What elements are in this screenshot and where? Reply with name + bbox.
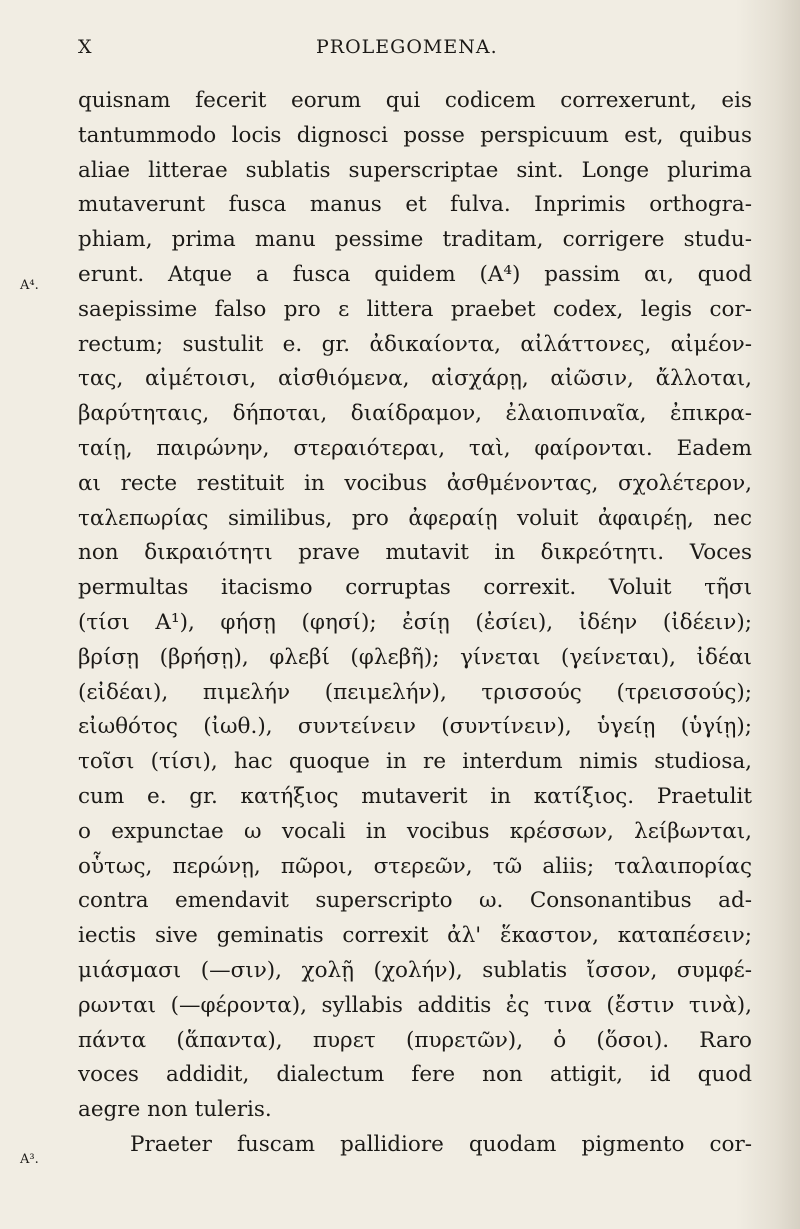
text-line: aliae litterae sublatis superscriptae sint. Longe plurima	[78, 157, 752, 183]
text-line: τοῖσι (τίσι), hac quoque in re interdum nimis studiosa,	[78, 749, 752, 775]
text-line: ταίῃ, παιρώνην, στεραιότεραι, ταὶ, φαίρονται. Eadem	[78, 435, 752, 461]
text-line: rectum; sustulit e. gr. ἀδικαίοντα, αἰλάττονες, αἰμέον-	[78, 331, 752, 357]
page-header	[78, 36, 758, 66]
running-title: PROLEGOMENA.	[316, 36, 498, 58]
text-line: οὗτως, περώνῃ, πῶροι, στερεῶν, τῶ aliis; ταλαιπορίας	[78, 853, 752, 879]
margin-note: A³.	[20, 1152, 39, 1167]
text-line: phiam, prima manu pessime traditam, corrigere studu-	[78, 227, 752, 253]
text-line: εἰωθότος (ἰωθ.), συντείνειν (συντίνειν), ὑγείῃ (ὑγίῃ);	[78, 714, 752, 740]
text-line: cum e. gr. κατήξιος mutaverit in κατίξιος. Praetulit	[78, 783, 752, 809]
text-line: βαρύτηταις, δήποται, διαίδραμον, ἐλαιοπιναῖα, ἐπικρα-	[78, 401, 752, 427]
text-line: permultas itacismo corruptas correxit. Voluit τῆσι	[78, 575, 752, 601]
text-line: contra emendavit superscripto ω. Consonantibus ad-	[78, 888, 752, 914]
text-line: μιάσμασι (—σιν), χολῇ (χολήν), sublatis ἴσσον, συμφέ-	[78, 957, 752, 983]
text-line: ο expunctae ω vocali in vocibus κρέσσων, λείβωνται,	[78, 818, 752, 844]
text-line: ταλεπωρίας similibus, pro ἀφεραίῃ voluit ἀφαιρέῃ, nec	[78, 505, 752, 531]
text-line: τας, αἰμέτοισι, αἰσθιόμενα, αἰσχάρῃ, αἰῶσιν, ἄλλοται,	[78, 366, 752, 392]
text-line: Praeter fuscam pallidiore quodam pigmento cor-	[130, 1131, 752, 1157]
text-line: βρίσῃ (βρήσῃ), φλεβί (φλεβῆ); γίνεται (γείνεται), ἰδέαι	[78, 644, 752, 670]
text-line: quisnam fecerit eorum qui codicem correxerunt, eis	[78, 88, 752, 113]
text-line: mutaverunt fusca manus et fulva. Inprimis orthogra-	[78, 192, 752, 218]
text-line: iectis sive geminatis correxit ἀλ' ἕκαστον, καταπέσειν;	[78, 923, 752, 949]
text-line: (τίσι A¹), φήσῃ (φησί); ἐσίῃ (ἐσίει), ἰδέην (ἰδέειν);	[78, 609, 752, 635]
body-text	[78, 84, 752, 1163]
text-line: erunt. Atque a fusca quidem (A⁴) passim αι, quod	[78, 261, 752, 287]
text-line: ρωνται (—φέροντα), syllabis additis ἐς τινα (ἔστιν τινὰ),	[78, 992, 752, 1018]
margin-note: A⁴.	[20, 278, 39, 293]
text-line: (εἰδέαι), πιμελήν (πειμελήν), τρισσούς (τρεισσούς);	[78, 679, 752, 705]
text-line: aegre non tuleris.	[78, 1097, 272, 1123]
text-line: πάντα (ἅπαντα), πυρετ (πυρετῶν), ὁ (ὅσοι). Raro	[78, 1027, 752, 1053]
text-line: tantummodo locis dignosci posse perspicuum est, quibus	[78, 122, 752, 148]
text-line: saepissime falso pro ε littera praebet codex, legis cor-	[78, 296, 752, 322]
text-line: non δικραιότητι prave mutavit in δικρεότητι. Voces	[78, 540, 752, 566]
text-line: αι recte restituit in vocibus ἀσθμένοντας, σχολέτερον,	[78, 470, 752, 496]
text-line: voces addidit, dialectum fere non attigit, id quod	[78, 1062, 752, 1088]
page-folio: X	[78, 36, 93, 58]
